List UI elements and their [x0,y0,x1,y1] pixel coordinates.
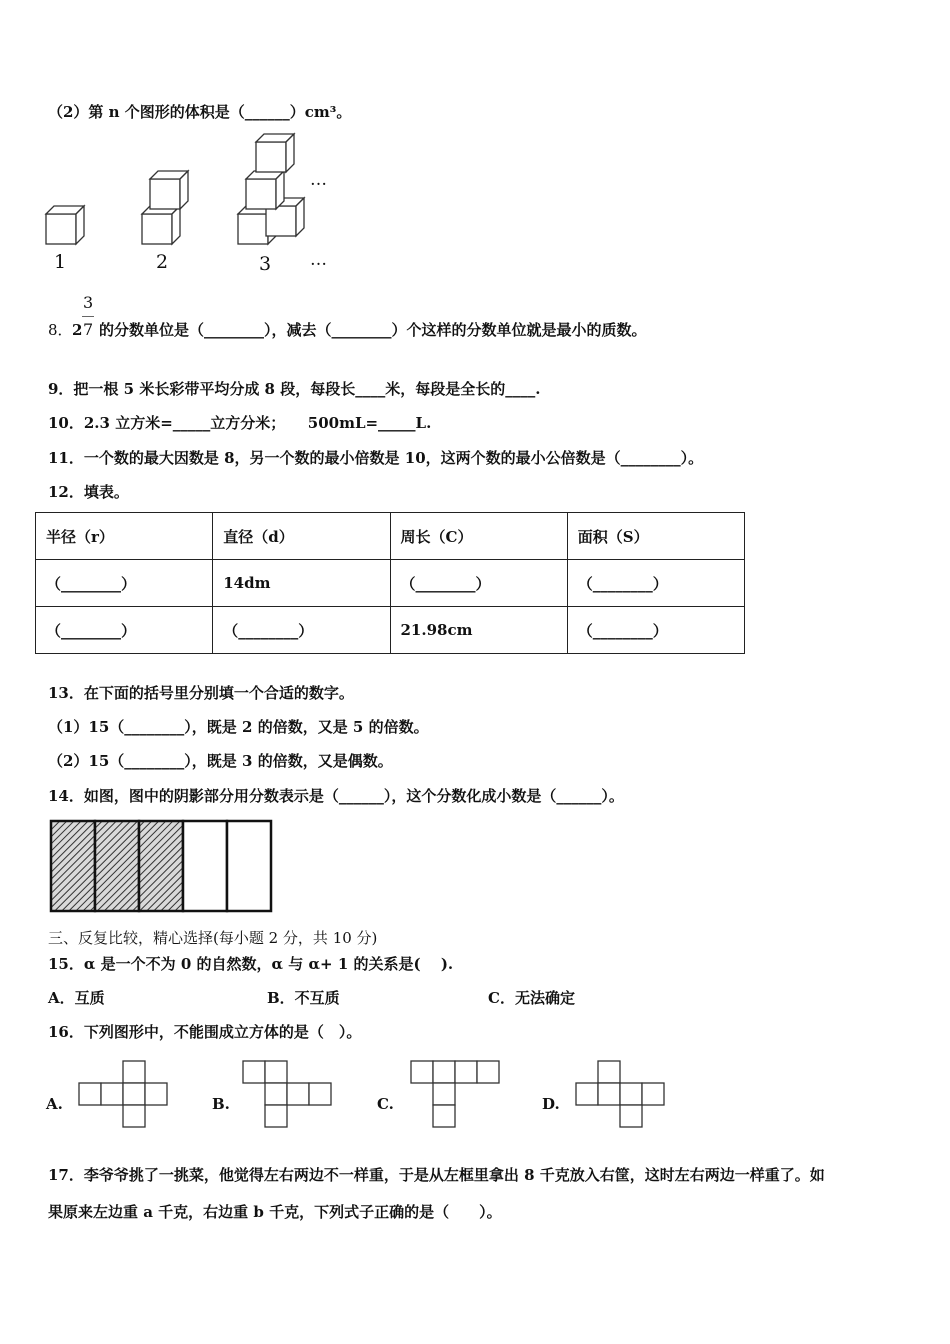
table-cell: （________） [36,607,213,654]
q15-option-b[interactable]: B．不互质 [267,989,340,1007]
q16-option-b-label[interactable]: B. [212,1095,230,1113]
figure-ellipsis-top: … [310,170,327,190]
table-header-row [36,513,745,560]
q12-title: 12．填表。 [48,483,129,501]
table-header-cell: 面积（S） [567,513,744,560]
q13-title: 13．在下面的括号里分别填一个合适的数字。 [48,684,354,702]
q16-option-d-label[interactable]: D. [542,1095,560,1113]
table-cell: （________） [390,560,567,607]
q16-option-c-label[interactable]: C. [377,1095,394,1113]
table-cell: （________） [567,560,744,607]
q15-option-c[interactable]: C．无法确定 [488,989,575,1007]
shaded-part [95,821,139,911]
q14-text: 14．如图，图中的阴影部分用分数表示是（______），这个分数化成小数是（______）。 [48,787,624,805]
q13-item-2: （2）15（________），既是 3 的倍数，又是偶数。 [48,752,393,770]
q17-text-line-1: 17．李爷爷挑了一挑菜，他觉得左右两边不一样重，于是从左框里拿出 8 千克放入右筐，这时左右两边一样重了。如 [48,1166,825,1184]
q8-text: 的分数单位是（________），减去（________）个这样的分数单位就是最小的质数。 [99,321,647,339]
circle-fill-table [35,512,745,654]
table-cell: （________） [213,607,390,654]
unshaded-part [227,821,271,911]
table-header-cell: 直径（d） [213,513,390,560]
section-3-heading: 三、反复比较，精心选择(每小题 2 分，共 10 分) [48,929,378,947]
table-header-cell: 周长（C） [390,513,567,560]
q8-fraction-bar [82,316,94,317]
table-row [36,560,745,607]
cube-net-option-d[interactable] [575,1060,665,1130]
figure-label-2: 2 [156,251,169,273]
figure-2-cubes [142,171,188,244]
figure-ellipsis-bottom: … [310,250,327,270]
fraction-shaded-rectangle [48,818,274,914]
table-cell: 21.98cm [390,607,567,654]
shaded-part [51,821,95,911]
q9-text: 9．把一根 5 米长彩带平均分成 8 段，每段长____米，每段是全长的____. [48,380,541,398]
q15-option-a[interactable]: A．互质 [48,989,105,1007]
figure-3-cubes [238,134,304,244]
figure-label-3: 3 [259,253,272,275]
table-row [36,607,745,654]
q17-text-line-2: 果原来左边重 a 千克，右边重 b 千克，下列式子正确的是（ ）。 [48,1203,502,1221]
table-cell: 14dm [213,560,390,607]
q11-text: 11．一个数的最大因数是 8，另一个数的最小倍数是 10，这两个数的最小公倍数是（________）。 [48,449,704,467]
cube-net-option-c[interactable] [410,1060,500,1130]
q8-whole-number: 2 [72,321,83,339]
table-cell: （________） [567,607,744,654]
cube-stack-figures [40,130,340,280]
cube-net-option-a[interactable] [78,1060,168,1130]
q8-fraction-denominator: 7 [83,320,94,339]
q16-text: 16．下列图形中，不能围成立方体的是（ ）。 [48,1023,362,1041]
shaded-part [139,821,183,911]
unshaded-part [183,821,227,911]
figure-1-cubes [46,206,84,244]
q8-fraction-numerator: 3 [83,293,94,312]
cube-net-option-b[interactable] [242,1060,332,1130]
q10-text: 10．2.3 立方米=_____立方分米； 500mL=_____L. [48,414,432,432]
figure-label-1: 1 [54,251,67,273]
q7-part2-text: （2）第 n 个图形的体积是（______）cm³。 [48,103,352,121]
q16-option-a-label[interactable]: A. [46,1095,63,1113]
q8-number: 8． [48,321,73,339]
q15-text: 15．α 是一个不为 0 的自然数，α 与 α+ 1 的关系是( ). [48,955,454,973]
table-header-cell: 半径（r） [36,513,213,560]
q13-item-1: （1）15（________），既是 2 的倍数，又是 5 的倍数。 [48,718,429,736]
table-cell: （________） [36,560,213,607]
